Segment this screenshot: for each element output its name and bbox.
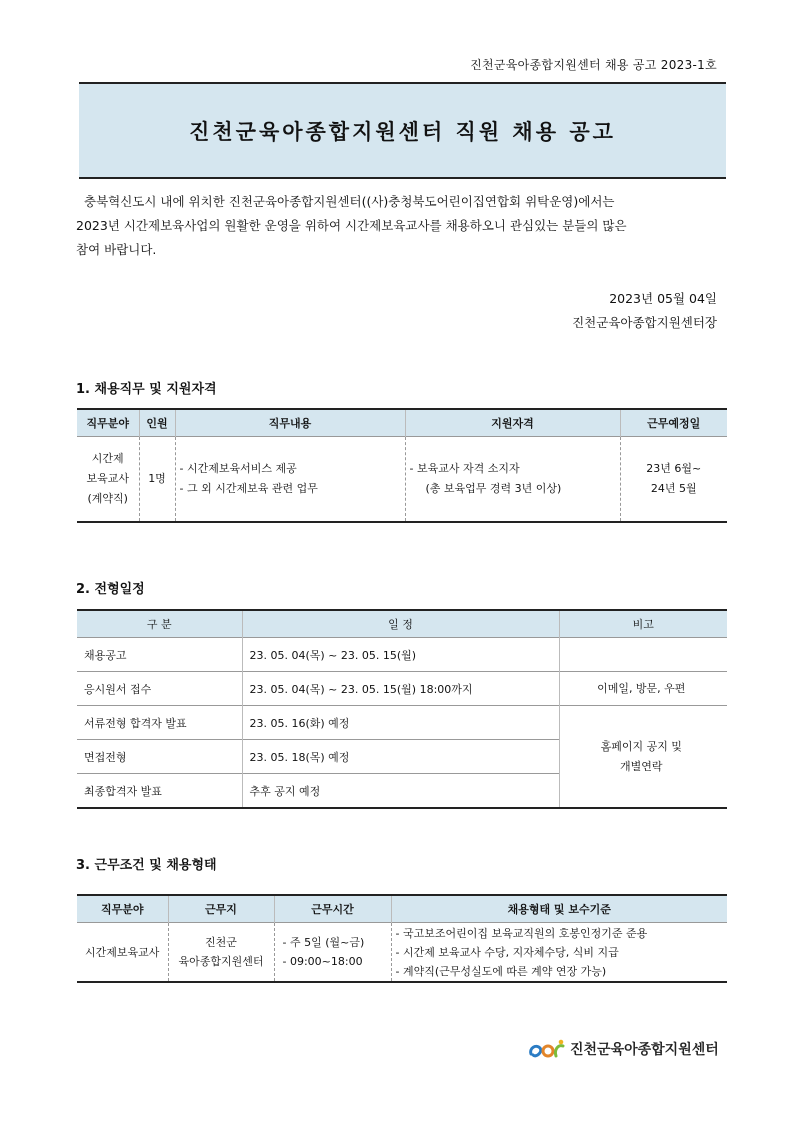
cell-line: 23년 6월~ <box>646 462 702 475</box>
cell-line: 홈페이지 공지 및 <box>600 739 682 753</box>
work-conditions-table <box>77 894 727 983</box>
cell-line: (총 보육업무 경력 3년 이상) <box>425 482 562 495</box>
column-header: 채용형태 및 보수기준 <box>391 895 727 923</box>
document-reference: 진천군육아종합지원센터 채용 공고 2023-1호 <box>470 58 717 72</box>
title-banner <box>79 82 726 179</box>
table-row <box>77 923 727 983</box>
cell-line: - 시간제보육서비스 제공 <box>179 462 297 475</box>
table-row <box>77 638 727 672</box>
work-period-cell <box>620 437 727 523</box>
schedule-cell: 23. 05. 18(목) 예정 <box>242 740 559 774</box>
remark-cell <box>559 638 727 672</box>
column-header: 직무내용 <box>175 409 405 437</box>
table-row <box>77 437 727 523</box>
column-header: 지원자격 <box>405 409 620 437</box>
cell-line: (계약직) <box>87 492 128 505</box>
column-header: 근무시간 <box>274 895 391 923</box>
table-header-row <box>77 895 727 923</box>
cell-line: - 그 외 시간제보육 관련 업무 <box>179 482 318 495</box>
announcement-date: 2023년 05월 04일 <box>609 291 717 306</box>
section-title: 3. 근무조건 및 채용형태 <box>76 858 217 873</box>
headcount-cell: 1명 <box>139 437 175 523</box>
column-header: 비고 <box>559 610 727 638</box>
schedule-cell: 23. 05. 16(화) 예정 <box>242 706 559 740</box>
cell-line: 24년 5월 <box>650 482 697 495</box>
cell-line: 시간제 <box>91 452 124 465</box>
remark-cell <box>559 706 727 809</box>
cell-line: - 보육교사 자격 소지자 <box>409 462 520 475</box>
schedule-cell: 23. 05. 04(목) ~ 23. 05. 15(월) <box>242 638 559 672</box>
step-cell: 응시원서 접수 <box>77 672 242 706</box>
duties-cell <box>175 437 405 523</box>
column-header: 인원 <box>139 409 175 437</box>
center-logo-icon <box>528 1038 566 1060</box>
schedule-cell: 추후 공지 예정 <box>242 774 559 809</box>
remark-cell: 이메일, 방문, 우편 <box>559 672 727 706</box>
step-cell: 최종합격자 발표 <box>77 774 242 809</box>
cell-line: - 계약직(근무성실도에 따른 계약 연장 가능) <box>395 964 607 978</box>
step-cell: 서류전형 합격자 발표 <box>77 706 242 740</box>
section-title: 2. 전형일정 <box>76 582 145 597</box>
column-header: 일 정 <box>242 610 559 638</box>
cell-line: - 국고보조어린이집 보육교직원의 호봉인정기준 준용 <box>395 926 648 940</box>
column-header: 직무분야 <box>77 409 139 437</box>
column-header: 구 분 <box>77 610 242 638</box>
job-qualification-table <box>77 408 727 523</box>
qualifications-cell <box>405 437 620 523</box>
cell-line: 개별연락 <box>619 759 663 773</box>
section-title: 1. 채용직무 및 지원자격 <box>76 382 217 397</box>
step-cell: 채용공고 <box>77 638 242 672</box>
job-field-cell: 시간제보육교사 <box>77 923 168 983</box>
cell-line: 보육교사 <box>86 472 129 485</box>
workplace-cell <box>168 923 274 983</box>
table-header-row <box>77 610 727 638</box>
signer: 진천군육아종합지원센터장 <box>572 315 717 330</box>
page-title: 진천군육아종합지원센터 직원 채용 공고 <box>189 119 616 144</box>
terms-cell <box>391 923 727 983</box>
cell-line: - 09:00~18:00 <box>282 955 363 968</box>
job-field-cell <box>77 437 139 523</box>
intro-paragraph <box>76 190 726 262</box>
column-header: 근무지 <box>168 895 274 923</box>
cell-line: 육아종합지원센터 <box>178 955 264 968</box>
column-header: 근무예정일 <box>620 409 727 437</box>
intro-line: 충북혁신도시 내에 위치한 진천군육아종합지원센터((사)충청북도어린이집연합회 위탁운영)에서는 <box>84 194 615 209</box>
table-row <box>77 672 727 706</box>
schedule-table <box>77 609 727 809</box>
column-header: 직무분야 <box>77 895 168 923</box>
date-block <box>572 287 717 335</box>
intro-line: 참여 바랍니다. <box>76 242 157 257</box>
step-cell: 면접전형 <box>77 740 242 774</box>
center-logo <box>528 1038 719 1060</box>
schedule-cell: 23. 05. 04(목) ~ 23. 05. 15(월) 18:00까지 <box>242 672 559 706</box>
work-hours-cell <box>274 923 391 983</box>
cell-line: 진천군 <box>205 936 237 949</box>
table-header-row <box>77 409 727 437</box>
intro-line: 2023년 시간제보육사업의 원활한 운영을 위하여 시간제보육교사를 채용하오니 관심있는 분들의 많은 <box>76 218 627 233</box>
logo-text: 진천군육아종합지원센터 <box>570 1042 719 1058</box>
table-row <box>77 706 727 740</box>
cell-line: - 주 5일 (월~금) <box>282 936 365 949</box>
cell-line: - 시간제 보육교사 수당, 지자체수당, 식비 지급 <box>395 945 619 959</box>
